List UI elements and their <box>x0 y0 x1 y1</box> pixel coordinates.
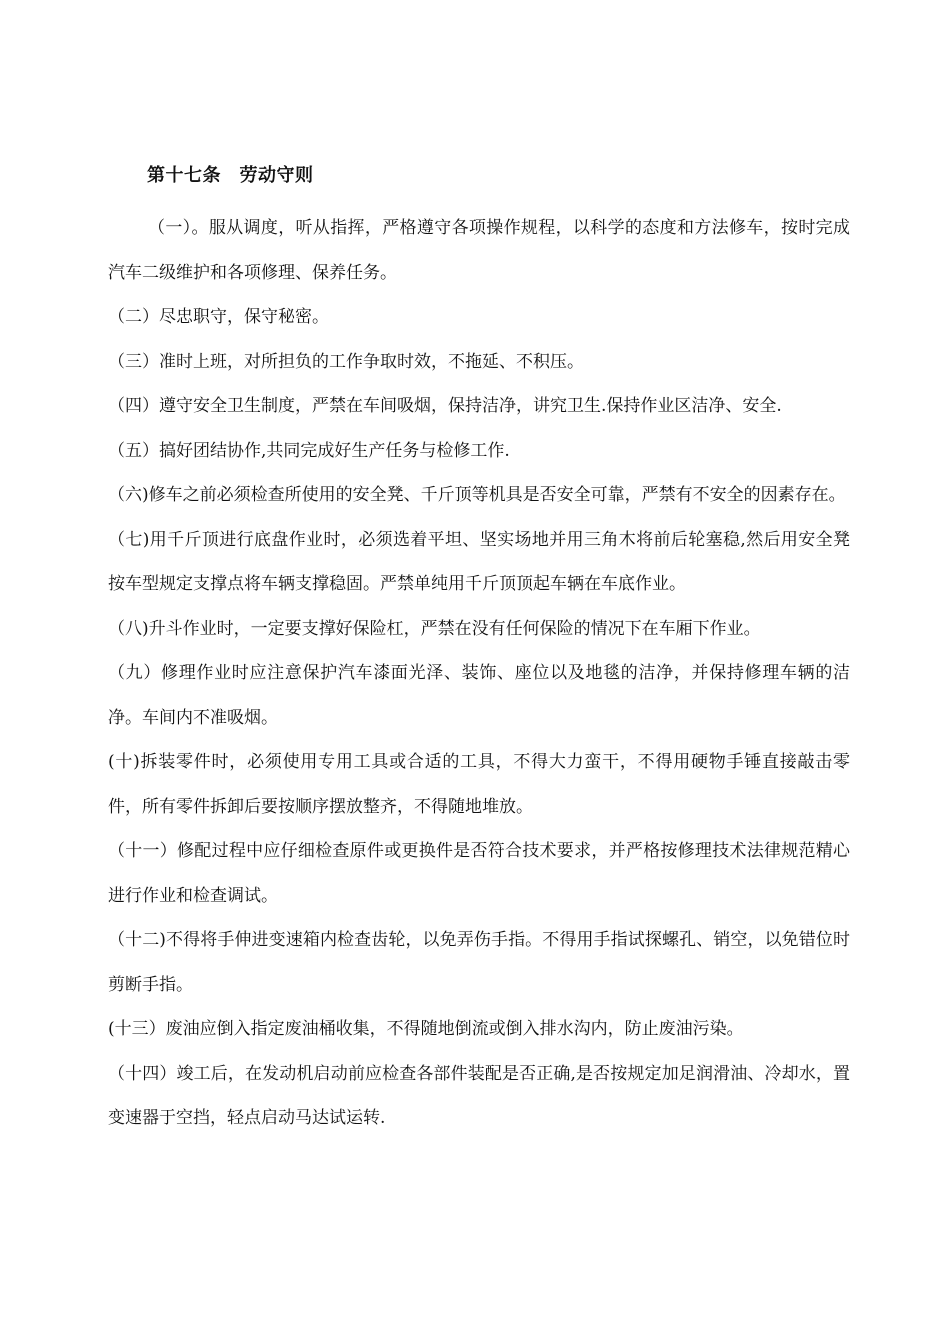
article-body <box>108 206 850 1141</box>
rule-paragraph-3: （三）准时上班，对所担负的工作争取时效，不拖延、不积压。 <box>108 351 584 372</box>
rule-paragraph-7: （七)用千斤顶进行底盘作业时，必须选着平坦、坚实场地并用三角木将前后轮塞稳,然后用安全凳按车型规定支撑点将车辆支撑稳固。严禁单纯用千斤顶顶起车辆在车底作业。 <box>108 529 850 594</box>
article-heading: 第十七条 劳动守则 <box>147 165 314 186</box>
rule-paragraph-13: (十三）废油应倒入指定废油桶收集，不得随地倒流或倒入排水沟内，防止废油污染。 <box>108 1019 744 1039</box>
rule-paragraph-4: （四）遵守安全卫生制度，严禁在车间吸烟，保持洁净，讲究卫生.保持作业区洁净、安全. <box>108 396 782 416</box>
rule-paragraph-10: (十)拆装零件时，必须使用专用工具或合适的工具，不得大力蛮干，不得用硬物手锤直接敲击零件，所有零件拆卸后要按顺序摆放整齐，不得随地堆放。 <box>108 752 850 817</box>
rule-paragraph-12: （十二)不得将手伸进变速箱内检查齿轮，以免弄伤手指。不得用手指试探螺孔、销空，以免错位时剪断手指。 <box>108 930 850 995</box>
rule-paragraph-11: （十一）修配过程中应仔细检查原件或更换件是否符合技术要求，并严格按修理技术法律规范精心进行作业和检查调试。 <box>108 841 850 906</box>
rule-paragraph-5: （五）搞好团结协作,共同完成好生产任务与检修工作. <box>108 440 510 461</box>
rule-paragraph-8: （八)升斗作业时，一定要支撑好保险杠，严禁在没有任何保险的情况下在车厢下作业。 <box>108 618 761 639</box>
rule-paragraph-14: （十四）竣工后，在发动机启动前应检查各部件装配是否正确,是否按规定加足润滑油、冷却水，置变速器于空挡，轻点启动马达试运转. <box>108 1063 850 1128</box>
rule-paragraph-2: （二）尽忠职守，保守秘密。 <box>108 307 329 327</box>
rule-paragraph-1: （一）。服从调度，听从指挥，严格遵守各项操作规程，以科学的态度和方法修车，按时完成汽车二级维护和各项修理、保养任务。 <box>108 218 850 283</box>
rule-paragraph-6: （六)修车之前必须检查所使用的安全凳、千斤顶等机具是否安全可靠，严禁有不安全的因素存在。 <box>108 485 846 505</box>
rule-paragraph-9: （九）修理作业时应注意保护汽车漆面光泽、装饰、座位以及地毯的洁净，并保持修理车辆的洁净。车间内不准吸烟。 <box>108 663 850 728</box>
